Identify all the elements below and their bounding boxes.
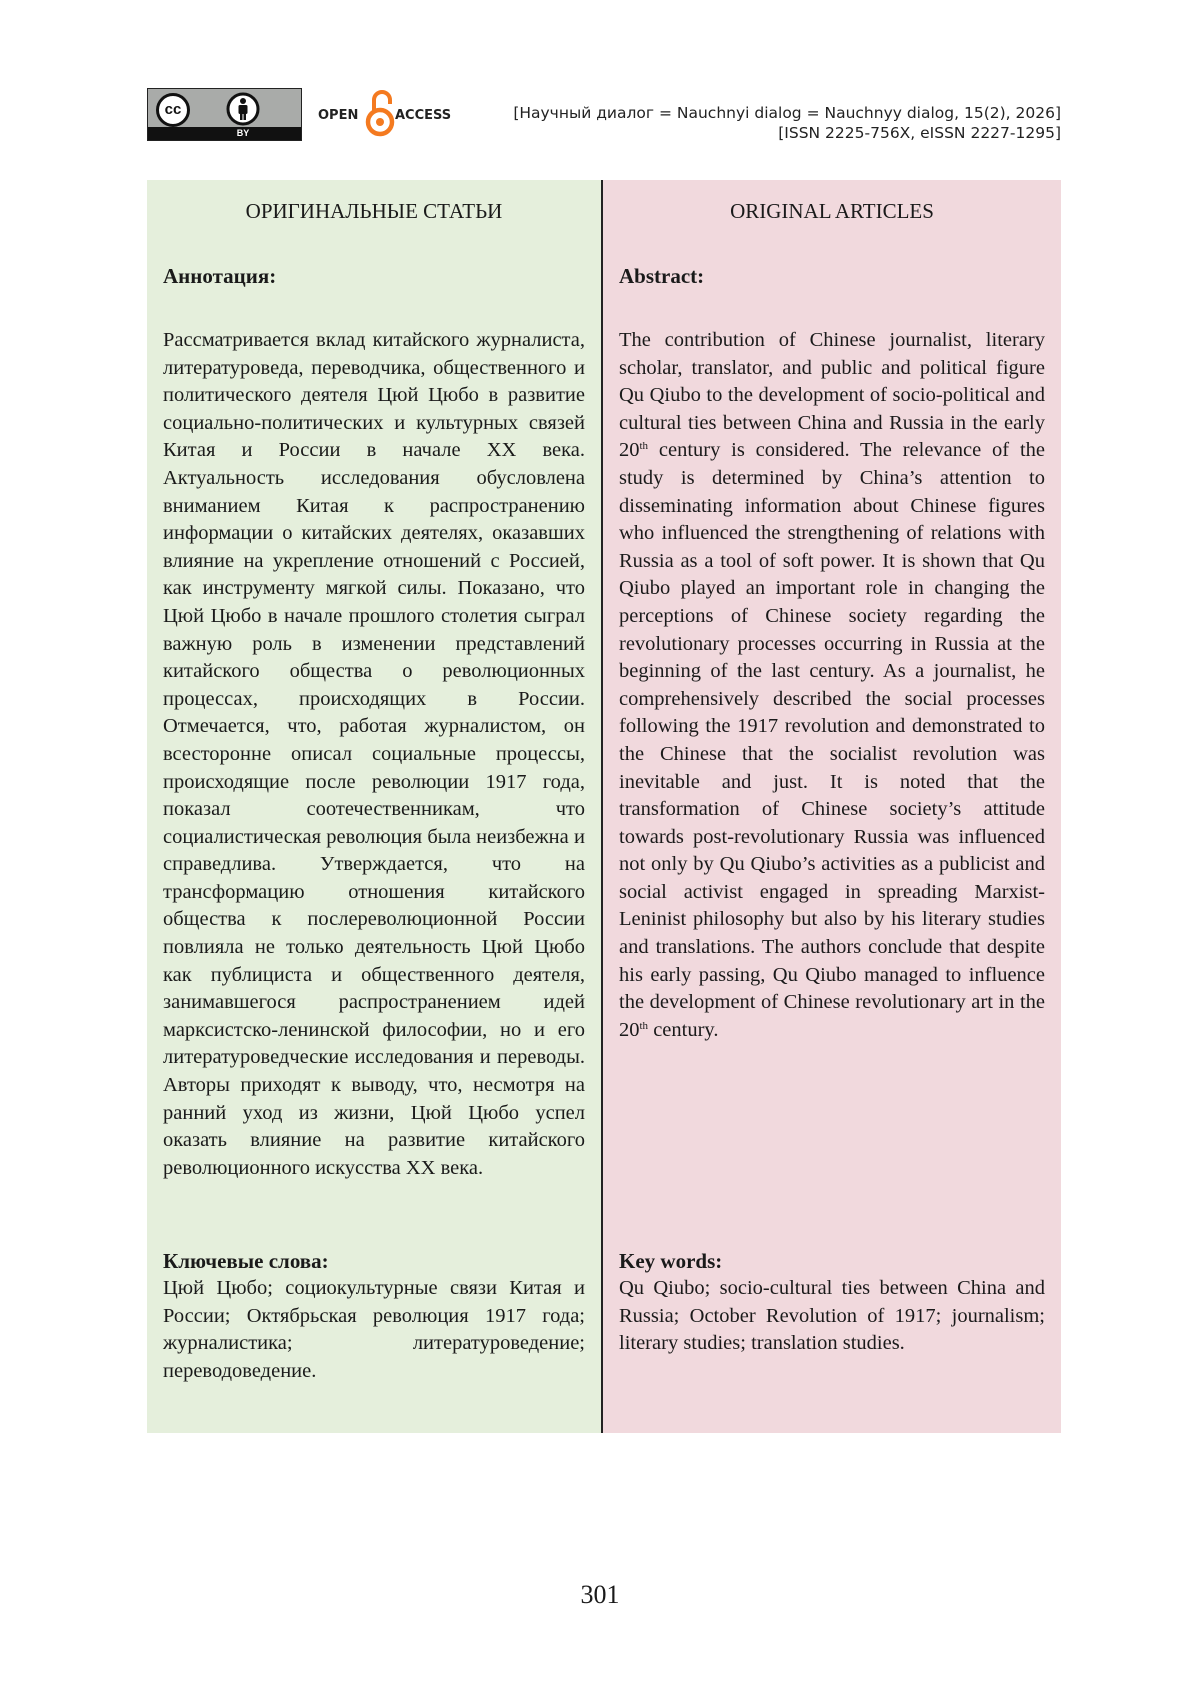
abstract-text-en-part3: century. bbox=[648, 1018, 719, 1041]
open-lock-icon bbox=[365, 88, 395, 138]
issn-line: [ISSN 2225-756X, eISSN 2227-1295] bbox=[778, 124, 1061, 142]
russian-column bbox=[147, 180, 603, 1433]
keywords-text-ru: Цюй Цюбо; социокультурные связи Китая и России; Октябрьская революция 1917 года; журналистика; литературоведение; переводоведение. bbox=[163, 1277, 585, 1382]
keywords-text-en: Qu Qiubo; socio-cultural ties between China and Russia; October Revolution of 1917; journalism; literary studies; translation studies. bbox=[619, 1277, 1045, 1355]
open-access-label-right: ACCESS bbox=[395, 108, 452, 123]
abstract-text-en-part2: century is considered. The relevance of the study is determined by China’s attention to disseminating information about Chinese figures who influenced the strengthening of relations with Russia as a tool of soft power. It is shown that Qu Qiubo played an important role in changing the perceptions of Chinese society regarding the revolutionary processes occurring in Russia at the beginning of the last century. As a journalist, he comprehensively described the social processes following the 1917 revolution and demonstrated to the Chinese that the socialist revolution was inevitable and just. It is noted that the transformation of Chinese society’s attitude towards post-revolutionary Russia was influenced not only by Qu Qiubo’s activities as a publicist and social activist engaged in spreading Marxist-Leninist philosophy but also by his literary studies and translations. The authors conclude that despite his early passing, Qu Qiubo managed to influence the development of Chinese revolutionary art in the 20 bbox=[619, 439, 1045, 1041]
ordinal-suffix: th bbox=[639, 440, 649, 453]
keywords-label-en: Key words: bbox=[619, 1249, 723, 1273]
abstract-text-en-part1: The contribution of Chinese journalist, literary scholar, translator, and public and political figure Qu Qiubo to the development of socio-political and cultural ties between China and Russia in the early 20 bbox=[619, 329, 1045, 462]
by-label: BY bbox=[236, 128, 250, 138]
journal-citation-block bbox=[513, 103, 1061, 143]
abstract-text-en bbox=[619, 327, 1045, 1044]
open-access-label-left: OPEN bbox=[318, 108, 359, 123]
open-access-logo bbox=[318, 88, 458, 138]
cc-by-license-badge bbox=[147, 88, 302, 141]
section-title-ru: ОРИГИНАЛЬНЫЕ СТАТЬИ bbox=[245, 199, 503, 223]
abstract-label-en: Abstract: bbox=[619, 264, 705, 288]
abstract-label-ru: Аннотация: bbox=[163, 264, 277, 288]
cc-icon: cc bbox=[156, 93, 190, 127]
ordinal-suffix: th bbox=[639, 1019, 649, 1032]
badge-footer-bar bbox=[148, 127, 301, 140]
person-icon bbox=[226, 92, 260, 126]
keywords-label-ru: Ключевые слова: bbox=[163, 1249, 329, 1273]
section-title-en: ORIGINAL ARTICLES bbox=[730, 199, 934, 223]
page-number: 301 bbox=[580, 1580, 620, 1609]
abstract-text-ru: Рассматривается вклад китайского журналиста, литературоведа, переводчика, общественного и политического деятеля Цюй Цюбо в развитие социально-политических и культурных связей Китая и России в начале ХХ века. Актуальность исследования обусловлена вниманием Китая к распространению информации о китайских деятелях, оказавших влияние на укрепление отношений с Россией, как инструменту мягкой силы. Показано, что Цюй Цюбо в начале прошлого столетия сыграл важную роль в изменении представлений китайского общества о революционных процессах, происходящих в России. Отмечается, что, работая журналистом, он всесторонне описал социальные процессы, происходящие после революции 1917 года, показал соотечественникам, что социалистическая революция была неизбежна и справедлива. Утверждается, что на трансформацию отношения китайского общества к послереволюционной России повлияла не только деятельность Цюй Цюбо как публициста и общественного деятеля, занимавшегося распространением идей марксистско-ленинской философии, но и его литературоведческие исследования и переводы. Авторы приходят к выводу, что, несмотря на ранний уход из жизни, Цюй Цюбо успел оказать влияние на развитие китайского революционного искусства ХХ века. bbox=[163, 329, 585, 1179]
english-column bbox=[603, 180, 1061, 1433]
journal-citation: [Научный диалог = Nauchnyi dialog = Nauchnyy dialog, 15(2), 2026] bbox=[513, 104, 1061, 122]
